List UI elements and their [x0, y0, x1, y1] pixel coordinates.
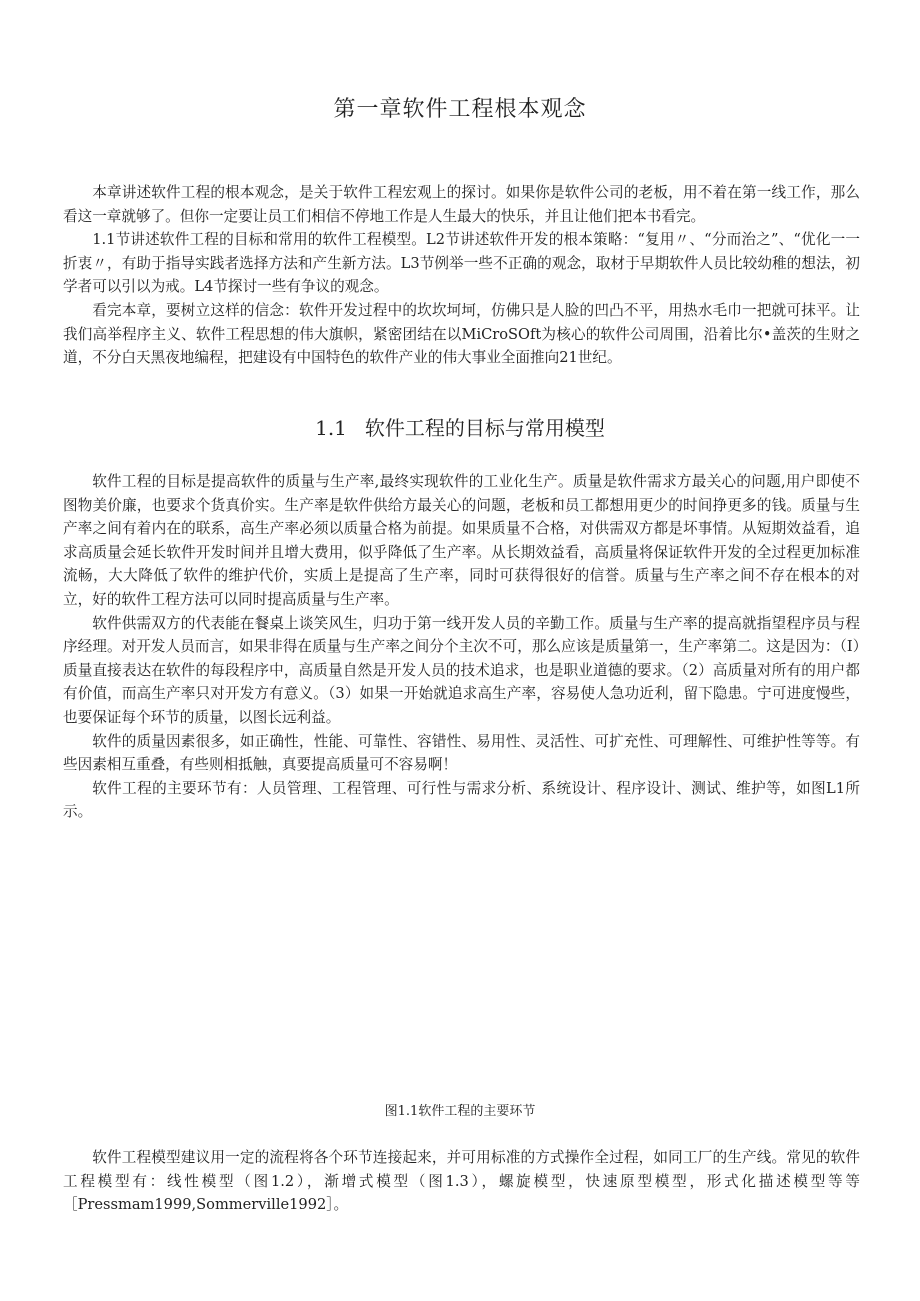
section-title: 软件工程的目标与常用模型	[364, 416, 605, 440]
intro-paragraph: 1.1节讲述软件工程的目标和常用的软件工程模型。L2节讲述软件开发的根本策略：“复用〃、“分而治之”、“优化一一折衷〃，有助于指导实践者选择方法和产生新方法。L3节例举一些不正确的观念，取材于早期软件人员比较幼稚的想法，初学者可以引以为戒。L4节探讨一些有争议的观念。	[63, 231, 860, 296]
body-paragraph: 软件工程的主要环节有：人员管理、工程管理、可行性与需求分析、系统设计、程序设计、测试、维护等，如图L1所示。	[63, 779, 860, 821]
body-paragraph: 软件的质量因素很多，如正确性，性能、可靠性、容错性、易用性、灵活性、可扩充性、可理解性、可维护性等等。有些因素相互重叠，有些则相抵触，真要提高质量可不容易啊！	[63, 732, 860, 774]
body-paragraph: 软件工程模型建议用一定的流程将各个环节连接起来，并可用标准的方式操作全过程，如同工厂的生产线。常见的软件工程模型有：线性模型（图1.2），渐增式模型（图1.3），螺旋模型，快速原型模型，形式化描述模型等等［Pressmam1999,Sommerville1992］。	[63, 1149, 860, 1214]
section-heading	[0, 412, 920, 441]
body-paragraph: 软件供需双方的代表能在餐桌上谈笑风生，归功于第一线开发人员的辛勤工作。质量与生产率的提高就指望程序员与程序经理。对开发人员而言，如果非得在质量与生产率之间分个主次不可，那么应该是质量第一，生产率第二。这是因为：（I）质量直接表达在软件的每段程序中，高质量自然是开发人员的技术追求，也是职业道德的要求。（2）高质量对所有的用户都有价值，而高生产率只对开发方有意义。（3）如果一开始就追求高生产率，容易使人急功近利，留下隐患。宁可进度慢些，也要保证每个环节的质量，以图长远利益。	[63, 614, 860, 726]
figure-caption: 图1.1软件工程的主要环节	[384, 1104, 536, 1119]
section-number: 1.1	[315, 416, 347, 440]
chapter-title: 第一章软件工程根本观念	[333, 97, 587, 122]
section-body	[63, 470, 860, 824]
body-paragraph: 软件工程的目标是提高软件的质量与生产率,最终实现软件的工业化生产。质量是软件需求方最关心的问题,用户即使不图物美价廉，也要求个货真价实。生产率是软件供给方最关心的问题，老板和员工都想用更少的时间挣更多的钱。质量与生产率之间有着内在的联系，高生产率必须以质量合格为前提。如果质量不合格，对供需双方都是坏事情。从短期效益看，追求高质量会延长软件开发时间并且增大费用，似乎降低了生产率。从长期效益看，高质量将保证软件开发的全过程更加标准流畅，大大降低了软件的维护代价，实质上是提高了生产率，同时可获得很好的信誉。质量与生产率之间不存在根本的对立，好的软件工程方法可以同时提高质量与生产率。	[63, 473, 860, 608]
intro-paragraph: 看完本章，要树立这样的信念：软件开发过程中的坎坎坷坷，仿佛只是人脸的凹凸不平，用热水毛巾一把就可抹平。让我们高举程序主义、软件工程思想的伟大旗帜，紧密团结在以MiCroSOft为核心的软件公司周围，沿着比尔•盖茨的生财之道，不分白天黑夜地编程，把建设有中国特色的软件产业的伟大事业全面推向21世纪。	[63, 301, 860, 367]
chapter-intro	[63, 181, 860, 370]
section-body-continued	[63, 1146, 860, 1217]
intro-paragraph: 本章讲述软件工程的根本观念，是关于软件工程宏观上的探讨。如果你是软件公司的老板，用不着在第一线工作，那么看这一章就够了。但你一定要让员工们相信不停地工作是人生最大的快乐，并且让他们把本书看完。	[63, 184, 860, 225]
figure-placeholder	[63, 845, 860, 1090]
